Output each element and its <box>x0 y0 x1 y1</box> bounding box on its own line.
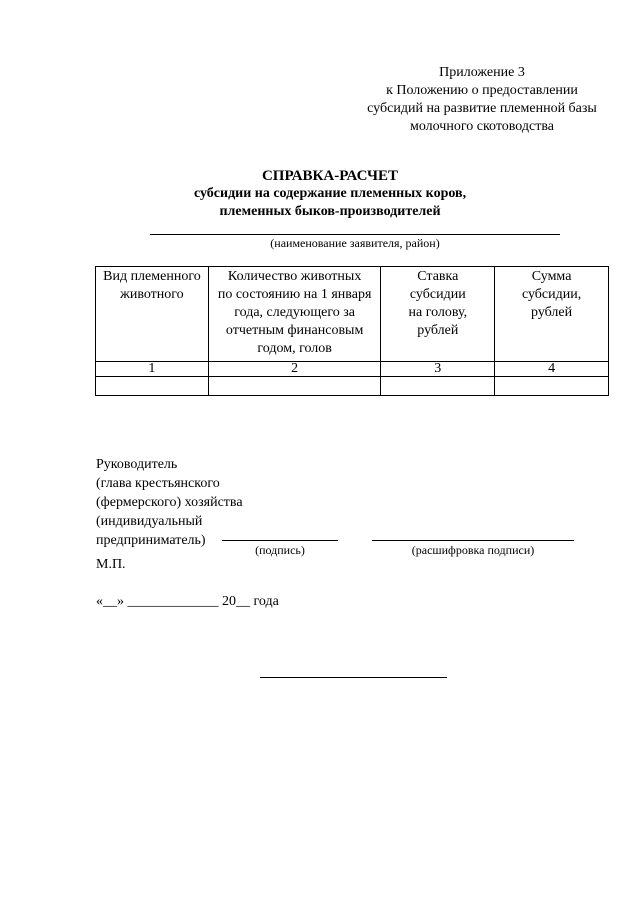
signature-label-line: предприниматель) <box>96 533 206 548</box>
title-sub-line: субсидии на содержание племенных коров, <box>193 186 467 201</box>
appendix-line: к Положению о предоставлении <box>386 83 578 98</box>
signature-caption: (подпись) <box>255 543 305 557</box>
appendix-line: субсидий на развитие племенной базы <box>367 101 597 116</box>
appendix-line: Приложение 3 <box>439 65 525 80</box>
signature-decryption-line <box>372 540 574 541</box>
stamp-place-label: М.П. <box>96 557 126 572</box>
signature-label-line: (глава крестьянского <box>96 476 220 491</box>
signature-label-line: (фермерского) хозяйства <box>96 495 243 510</box>
title-sub-line: племенных быков-производителей <box>219 204 441 219</box>
title-main: СПРАВКА-РАСЧЕТ <box>261 168 399 184</box>
column-number: 4 <box>495 362 609 377</box>
header-cell-animal-type: Вид племенного животного <box>96 267 209 362</box>
column-number-row <box>96 362 609 377</box>
table-cell <box>96 377 209 396</box>
table-cell <box>381 377 495 396</box>
signature-label-line: (индивидуальный <box>96 514 203 529</box>
calculation-table <box>95 266 609 396</box>
table-cell <box>495 377 609 396</box>
header-cell-rate: Ставка субсидии на голову, рублей <box>381 267 495 362</box>
signature-block <box>96 455 416 550</box>
signature-line <box>222 540 338 541</box>
signature-label-line: Руководитель <box>96 457 178 472</box>
applicant-name-line <box>150 234 560 235</box>
applicant-caption: (наименование заявителя, район) <box>270 236 440 250</box>
appendix-line: молочного скотоводства <box>410 119 554 134</box>
table-row <box>96 377 609 396</box>
column-number: 2 <box>208 362 381 377</box>
column-number: 1 <box>96 362 209 377</box>
table-header-row <box>96 267 609 362</box>
header-cell-sum: Сумма субсидии, рублей <box>495 267 609 362</box>
document-title <box>100 167 560 221</box>
signature-decryption-caption: (расшифровка подписи) <box>411 543 535 557</box>
bottom-line <box>260 677 447 678</box>
column-number: 3 <box>381 362 495 377</box>
table-cell <box>208 377 381 396</box>
header-cell-animal-count: Количество животных по состоянию на 1 января года, следующего за отчетным финансовым годом, голов <box>208 267 381 362</box>
date-line: «__» _____________ 20__ года <box>96 594 279 609</box>
appendix-header <box>340 64 624 136</box>
